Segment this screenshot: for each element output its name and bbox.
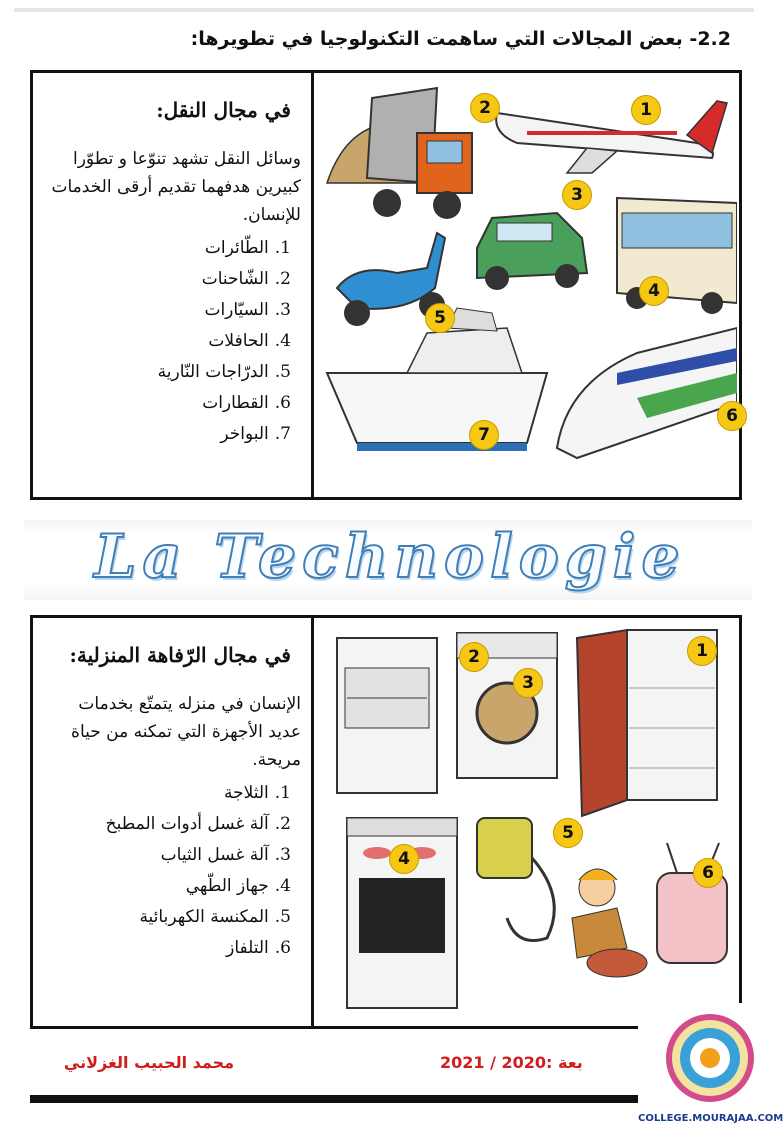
list-item: 3.السيّارات: [204, 300, 291, 320]
author-name: محمد الحبيب الغزلاني: [63, 1053, 235, 1072]
list-item: 6.القطارات: [202, 393, 291, 413]
page-edge: [14, 8, 754, 12]
transport-illustration: [317, 73, 737, 497]
number-badge: 4: [389, 844, 419, 874]
home-panel: [30, 615, 742, 1029]
list-item: 7.البواخر: [220, 424, 291, 444]
vacuum-cleaner-icon: [477, 818, 554, 941]
number-badge: 2: [459, 642, 489, 672]
list-item: 6.التلفاز: [226, 938, 291, 958]
site-logo: [638, 1003, 783, 1130]
home-title: في مجال الرّفاهة المنزلية:: [69, 643, 291, 667]
list-item: 5.الدرّاجات النّارية: [157, 362, 291, 382]
number-badge: 5: [553, 818, 583, 848]
transport-panel: [30, 70, 742, 500]
home-illustrations: [317, 618, 739, 1026]
list-item: 1.الطّائرات: [204, 238, 291, 258]
number-badge: 3: [562, 180, 592, 210]
home-list: [43, 778, 291, 964]
number-badge: 1: [687, 636, 717, 666]
number-badge: 7: [469, 420, 499, 450]
logo-emblem-icon: [638, 1003, 783, 1113]
number-badge: 1: [631, 95, 661, 125]
section-heading: 2.2- بعض المجالات التي ساهمت التكنولوجيا في تطويرها:: [190, 28, 731, 50]
transport-title: في مجال النقل:: [156, 98, 291, 122]
list-item: 1.الثلاجة: [223, 783, 291, 803]
dishwasher-icon: [337, 638, 437, 793]
train-icon: [557, 328, 737, 458]
home-text-column: [43, 618, 305, 1026]
airplane-icon: [496, 101, 727, 173]
list-item: 3.آلة غسل الثياب: [160, 845, 291, 865]
number-badge: 6: [693, 858, 723, 888]
bus-icon: [617, 198, 737, 314]
number-badge: 5: [425, 303, 455, 333]
banner-title: La Technologie: [94, 522, 686, 592]
dump-truck-icon: [327, 88, 472, 219]
column-divider: [311, 73, 314, 497]
list-item: 5.المكنسة الكهربائية: [139, 907, 291, 927]
number-badge: 4: [639, 276, 669, 306]
number-badge: 6: [717, 401, 747, 431]
home-description: الإنسان في منزله يتمتّع بخدمات عديد الأجهزة التي تمكنه من حياة مريحة.: [71, 694, 301, 770]
column-divider: [311, 618, 314, 1026]
car-icon: [477, 213, 587, 290]
number-badge: 2: [470, 93, 500, 123]
list-item: 4.الحافلات: [208, 331, 291, 351]
number-badge: 3: [513, 668, 543, 698]
child-icon: [572, 869, 647, 977]
transport-list: [43, 233, 291, 450]
school-year: بعة :2020 / 2021: [440, 1053, 583, 1072]
transport-description: وسائل النقل تشهد تنوّعا و تطوّرا كبيرين هدفهما تقديم أرقى الخدمات للإنسان.: [51, 149, 301, 225]
list-item: 4.جهاز الطّهي: [185, 876, 291, 896]
transport-text-column: [43, 73, 305, 497]
site-url: COLLEGE.MOURAJAA.COM: [638, 1113, 783, 1124]
list-item: 2.الشّاحنات: [201, 269, 291, 289]
list-item: 2.آلة غسل أدوات المطبخ: [105, 814, 291, 834]
transport-illustrations: [317, 73, 739, 497]
